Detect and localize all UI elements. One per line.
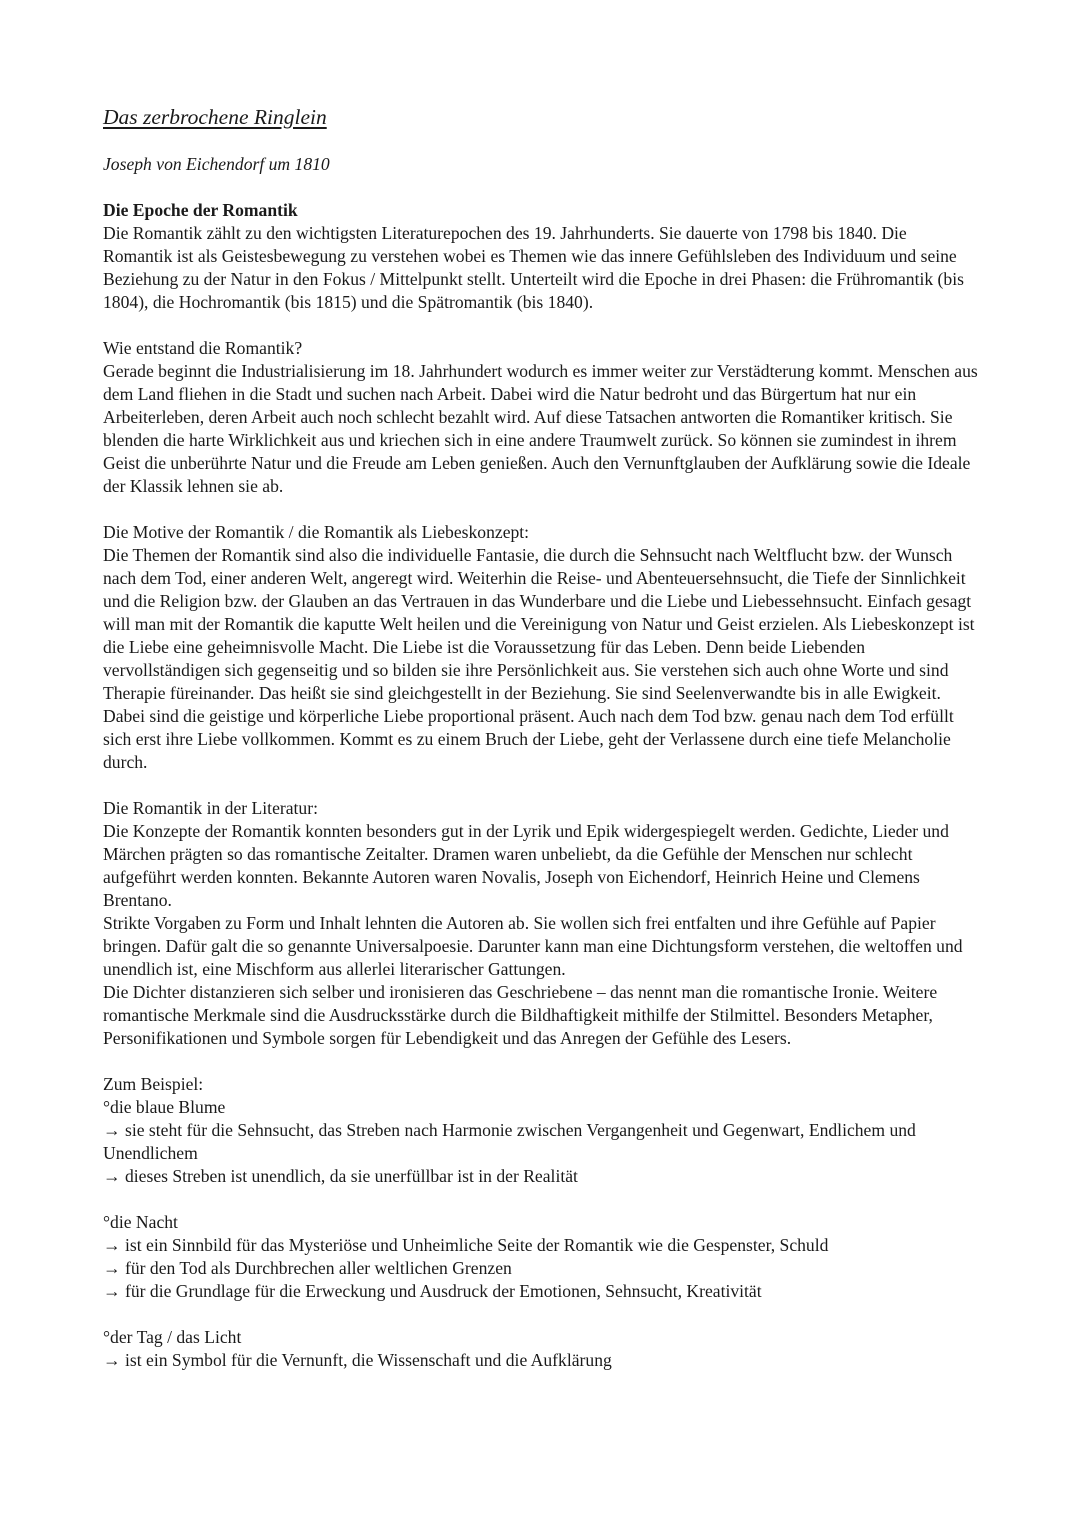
document-title: Das zerbrochene Ringlein [103, 105, 327, 129]
section-epoch [103, 199, 980, 314]
section-text-epoch: Die Romantik zählt zu den wichtigsten Literaturepochen des 19. Jahrhunderts. Sie dauerte von 1798 bis 1840. Die Romantik ist als Geistesbewegung zu verstehen wobei es Themen wie das innere Gefühlsleben des Individuum und seine Beziehung zu der Natur in den Fokus / Mittelpunkt stellt. Unterteilt wird die Epoche in drei Phasen: die Frühromantik (bis 1804), die Hochromantik (bis 1815) und die Spätromantik (bis 1840). [103, 223, 964, 312]
example-label-blue-flower: °die blaue Blume [103, 1097, 226, 1117]
section-heading-origin: Wie entstand die Romantik? [103, 338, 303, 358]
example-point: → für die Grundlage für die Erweckung und Ausdruck der Emotionen, Sehnsucht, Kreativität [103, 1281, 762, 1301]
section-motives [103, 521, 980, 774]
literature-paragraph: Die Konzepte der Romantik konnten besonders gut in der Lyrik und Epik widergespiegelt werden. Gedichte, Lieder und Märchen prägten so das romantische Zeitalter. Dramen waren unbeliebt, da die Gefühle der Menschen nur schlecht aufgeführt werden konnten. Bekannte Autoren waren Novalis, Joseph von Eichendorf, Heinrich Heine und Clemens Brentano. [103, 821, 949, 910]
section-text-motives: Die Themen der Romantik sind also die individuelle Fantasie, die durch die Sehnsucht nach Weltflucht bzw. der Wunsch nach dem Tod, einer anderen Welt, angeregt wird. Weiterhin die Reise- und Abenteuersehnsucht, die Tiefe der Sinnlichkeit und die Religion bzw. der Glauben an das Vertrauen in das Wunderbare und die Liebe und Liebessehnsucht. Einfach gesagt will man mit der Romantik die kaputte Welt heilen und die Vereinigung von Natur und Geist erzielen. Als Liebeskonzept ist die Liebe eine geheimnisvolle Macht. Die Liebe ist die Voraussetzung für das Leben. Denn beide Liebenden vervollständigen sich gegenseitig und so bilden sie ihre Persönlichkeit aus. Sie verstehen sich auch ohne Worte und sind Therapie füreinander. Das heißt sie sind gleichgestellt in der Beziehung. Sie sind Seelenverwandte bis in alle Ewigkeit. Dabei sind die geistige und körperliche Liebe proportional präsent. Auch nach dem Tod bzw. genau nach dem Tod erfüllt sich erst ihre Liebe vollkommen. Kommt es zu einem Bruch der Liebe, geht der Verlassene durch eine tiefe Melancholie durch. [103, 545, 975, 772]
example-point: → sie steht für die Sehnsucht, das Streben nach Harmonie zwischen Vergangenheit und Gegenwart, Endlichem und Unendlichem [103, 1120, 916, 1163]
literature-paragraph: Strikte Vorgaben zu Form und Inhalt lehnten die Autoren ab. Sie wollen sich frei entfalten und ihre Gefühle auf Papier bringen. Dafür galt die so genannte Universalpoesie. Darunter kann man eine Dichtungsform verstehen, die weltoffen und unendlich ist, eine Mischform aus allerlei literarischer Gattungen. [103, 913, 963, 979]
section-heading-motives: Die Motive der Romantik / die Romantik als Liebeskonzept: [103, 522, 530, 542]
example-point: → für den Tod als Durchbrechen aller weltlichen Grenzen [103, 1258, 512, 1278]
section-text-origin: Gerade beginnt die Industrialisierung im 18. Jahrhundert wodurch es immer weiter zur Verstädterung kommt. Menschen aus dem Land fliehen in die Stadt und suchen nach Arbeit. Dabei wird die Natur bedroht und das Bürgertum hat nur ein Arbeiterleben, deren Arbeit auch noch schlecht bezahlt wird. Auf diese Tatsachen antworten die Romantiker kritisch. Sie blenden die harte Wirklichkeit aus und kriechen sich in eine andere Traumwelt zurück. So können sie zumindest in ihrem Geist die unberührte Natur und die Freude am Leben genießen. Auch den Vernunftglauben der Aufklärung sowie die Ideale der Klassik lehnen sie ab. [103, 361, 978, 496]
example-label-day: °der Tag / das Licht [103, 1327, 242, 1347]
example-point: → ist ein Sinnbild für das Mysteriöse und Unheimliche Seite der Romantik wie die Gespenster, Schuld [103, 1235, 829, 1255]
section-heading-literature: Die Romantik in der Literatur: [103, 798, 318, 818]
example-label-night: °die Nacht [103, 1212, 178, 1232]
section-origin [103, 337, 980, 498]
examples-day [103, 1326, 980, 1372]
examples-heading: Zum Beispiel: [103, 1074, 204, 1094]
example-point: → ist ein Symbol für die Vernunft, die Wissenschaft und die Aufklärung [103, 1350, 612, 1370]
section-literature [103, 797, 980, 1050]
literature-paragraph: Die Dichter distanzieren sich selber und ironisieren das Geschriebene – das nennt man die romantische Ironie. Weitere romantische Merkmale sind die Ausdrucksstärke durch die Bildhaftigkeit mithilfe der Stilmittel. Besonders Metapher, Personifikationen und Symbole sorgen für Lebendigkeit und das Anregen der Gefühle des Lesers. [103, 982, 938, 1048]
document-author: Joseph von Eichendorf um 1810 [103, 154, 330, 174]
example-point: → dieses Streben ist unendlich, da sie unerfüllbar ist in der Realität [103, 1166, 578, 1186]
examples-blue-flower [103, 1073, 980, 1188]
section-heading-epoch: Die Epoche der Romantik [103, 200, 298, 220]
examples-night [103, 1211, 980, 1303]
